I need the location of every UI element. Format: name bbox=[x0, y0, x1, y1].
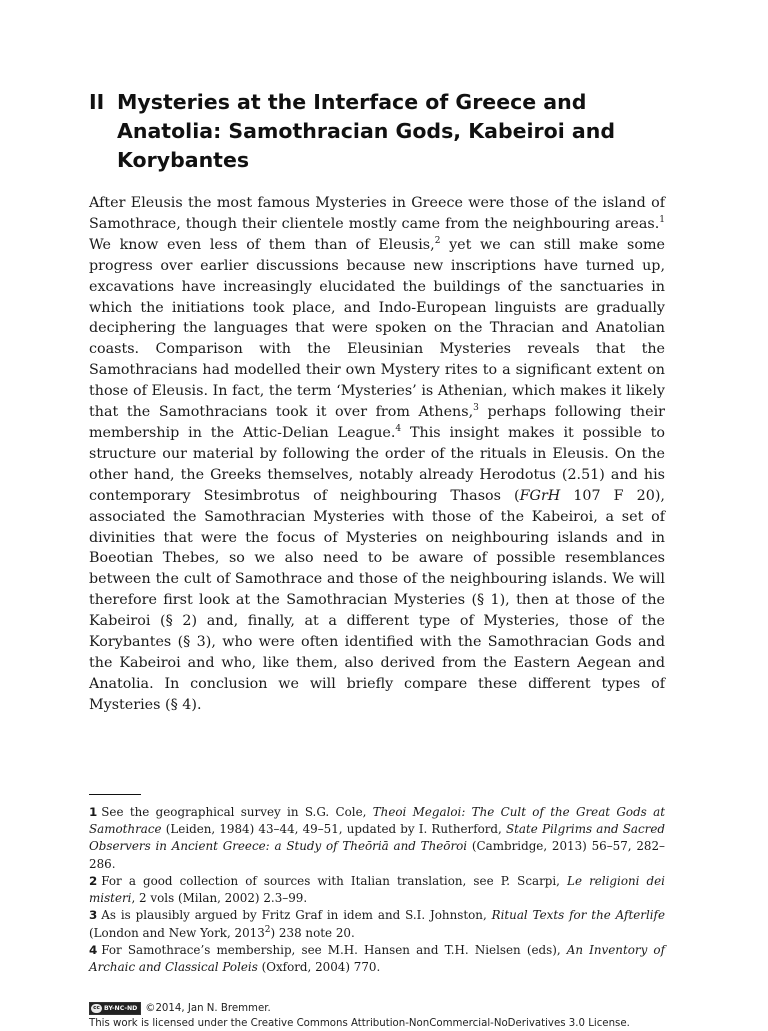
footnote-text: See the geographical survey in S.G. Cole, bbox=[101, 804, 373, 819]
footnote-2 bbox=[89, 873, 665, 908]
creative-commons-icon: cc bbox=[91, 1004, 102, 1013]
footnote-ref-1[interactable]: 1 bbox=[659, 215, 665, 226]
footnote-4 bbox=[89, 942, 665, 977]
footnote-text: (London and New York, 2013 bbox=[89, 925, 265, 940]
body-text bbox=[89, 193, 665, 716]
body-text-segment: After Eleusis the most famous Mysteries in Greece were those of the island of Samothrace, though their clientele mostly came from the neighbouring areas. bbox=[89, 195, 665, 232]
page bbox=[89, 88, 665, 1031]
footnote-ref-4[interactable]: 4 bbox=[395, 424, 402, 435]
chapter-heading bbox=[89, 88, 665, 175]
footnotes bbox=[89, 804, 665, 977]
footnote-divider bbox=[89, 794, 141, 795]
footnote-text: (Cambridge, 2013) 56–57, 282–286. bbox=[89, 839, 665, 871]
body-text-segment: 107 F 20), associated the Samothracian Mysteries with those of the Kabeiroi, a set of divinities that were the focus of Mysteries on neighbouring islands and in Boeotian Thebes, so we also need to be aware of possible resemblances between the cult of Samothrace and those of the neighbouring islands. We will therefore first look at the Samothracian Mysteries (§ 1), then at those of the Kabeiroi (§ 2) and, finally, at a different type of Mysteries, those of the Korybantes (§ 3), who were often identified with the Samothracian Gods and the Kabeiroi and who, like them, also derived from the Eastern Aegean and Anatolia. In conclusion we will briefly compare these different types of Mysteries (§ 4). bbox=[89, 487, 665, 713]
license-line bbox=[89, 1002, 665, 1016]
footnote-number: 1 bbox=[89, 804, 98, 819]
footnote-text: , 2 vols (Milan, 2002) 2.3–99. bbox=[131, 891, 308, 906]
footnote-text: As is plausibly argued by Fritz Graf in idem and S.I. Johnston, bbox=[101, 908, 492, 923]
footnote-1 bbox=[89, 804, 665, 873]
footnote-title: Theoi Megaloi: The Cult of the Great Gods at Samothrace bbox=[89, 804, 665, 836]
footnote-3 bbox=[89, 907, 665, 942]
cc-badge-label: BY-NC-ND bbox=[104, 1005, 138, 1013]
cc-license-badge[interactable] bbox=[89, 1002, 141, 1015]
footnote-text: For Samothrace’s membership, see M.H. Hansen and T.H. Nielsen (eds), bbox=[101, 943, 567, 958]
footnote-ref-3[interactable]: 3 bbox=[473, 403, 479, 414]
body-text-segment: We know even less of them than of Eleusis, bbox=[89, 236, 435, 253]
copyright-notice: ©2014, Jan N. Bremmer. bbox=[145, 1003, 271, 1015]
edition-superscript: 2 bbox=[264, 924, 271, 935]
footnote-number: 3 bbox=[89, 908, 98, 923]
footnote-title: State Pilgrims and Sacred Observers in Ancient Greece: a Study of Theōriā and Theōroi bbox=[89, 821, 665, 854]
footnote-number: 4 bbox=[89, 943, 98, 958]
body-text-segment: perhaps following their membership in the Attic-Delian League. bbox=[89, 404, 665, 441]
license-statement: This work is licensed under the Creative Commons Attribution-NonCommercial-NoDerivatives 3.0 License. bbox=[89, 1017, 630, 1029]
footnote-number: 2 bbox=[89, 873, 98, 888]
footnote-text: (Leiden, 1984) 43–44, 49–51, updated by I. Rutherford, bbox=[161, 821, 506, 836]
license-block bbox=[89, 1002, 665, 1031]
footnote-text: For a good collection of sources with Italian translation, see P. Scarpi, bbox=[101, 873, 568, 888]
chapter-number: II bbox=[89, 90, 105, 114]
footnote-title: An Inventory of Archaic and Classical Poleis bbox=[89, 943, 665, 975]
footnote-title: Ritual Texts for the Afterlife bbox=[491, 908, 665, 923]
footnote-text: ) 238 note 20. bbox=[270, 925, 355, 940]
chapter-title: Mysteries at the Interface of Greece and Anatolia: Samothracian Gods, Kabeiroi and Korybantes bbox=[117, 90, 616, 172]
body-paragraph bbox=[89, 193, 665, 716]
footnote-title: Le religioni dei misteri bbox=[89, 873, 665, 906]
italic-citation: FGrH bbox=[519, 487, 561, 504]
body-text-segment: This insight makes it possible to structure our material by following the order of the rituals in Eleusis. On the other hand, the Greeks themselves, notably already Herodotus (2.51) and his contemporary Stesimbrotus of neighbouring Thasos ( bbox=[89, 424, 665, 504]
body-text-segment: yet we can still make some progress over earlier discussions because new inscriptions have turned up, excavations have increasingly elucidated the buildings of the sanctuaries in which the initiations took place, and Indo-European linguists are gradually deciphering the languages that were spoken on the Thracian and Anatolian coasts. Comparison with the Eleusinian Mysteries reveals that the Samothracians had modelled their own Mystery rites to a significant extent on those of Eleusis. In fact, the term ‘Mysteries’ is Athenian, which makes it likely that the Samothracians took it over from Athens, bbox=[89, 236, 665, 421]
footnote-ref-2[interactable]: 2 bbox=[434, 236, 441, 247]
footnote-text: (Oxford, 2004) 770. bbox=[257, 960, 381, 975]
